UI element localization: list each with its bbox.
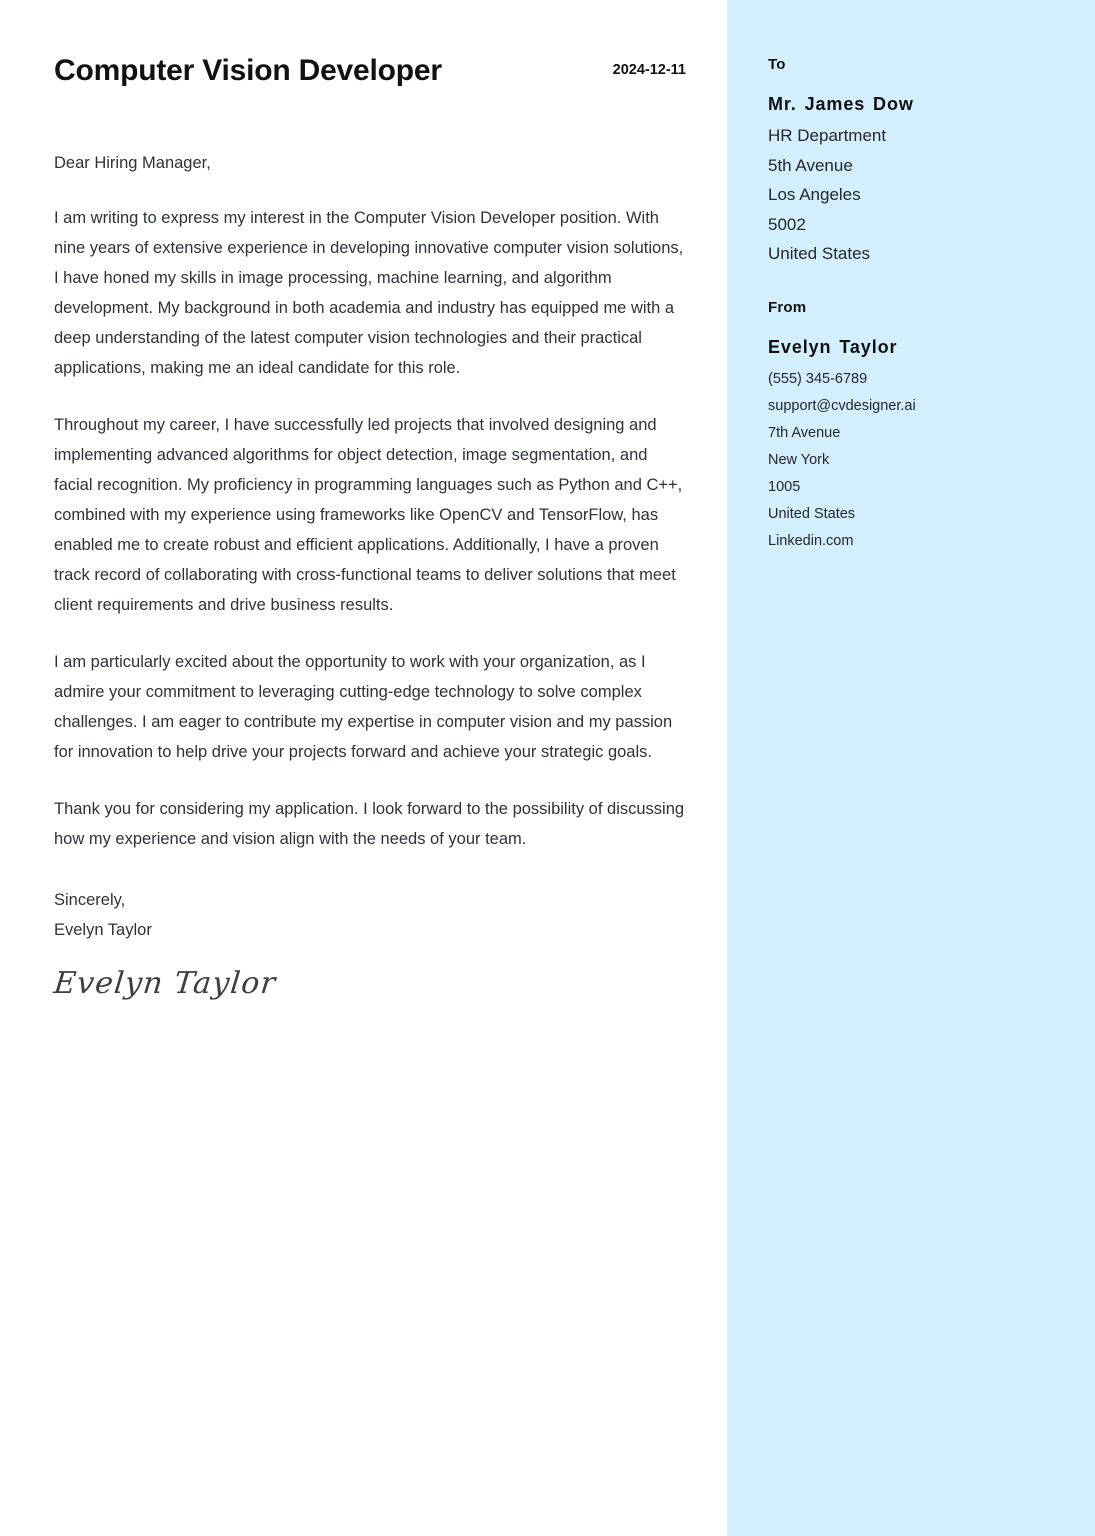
letter-paragraph-2: Throughout my career, I have successfully led projects that involved designing and implementing advanced algorithms for object detection, image segmentation, and facial recognition. My proficiency in programming languages such as Python and C++, combined with my experience using frameworks like OpenCV and TensorFlow, has enabled me to create robust and efficient applications. Additionally, I have a proven track record of collaborating with cross-functional teams to deliver solutions that meet client requirements and drive business results. bbox=[54, 416, 683, 615]
recipient-line: United States bbox=[768, 243, 871, 263]
sender-email[interactable]: support@cvdesigner.ai bbox=[768, 397, 916, 414]
closing-name: Evelyn Taylor bbox=[54, 920, 152, 939]
recipient-name: Mr. James Dow bbox=[768, 94, 914, 114]
sender-line: United States bbox=[768, 506, 856, 523]
recipient-label: To bbox=[768, 56, 786, 73]
recipient-block bbox=[768, 56, 1068, 268]
sender-phone: (555) 345-6789 bbox=[768, 370, 868, 387]
contact-sidebar bbox=[727, 0, 1095, 1536]
sender-line: New York bbox=[768, 451, 830, 468]
recipient-line: Los Angeles bbox=[768, 185, 861, 205]
sender-label: From bbox=[768, 299, 807, 317]
page-title: Computer Vision Developer bbox=[54, 54, 442, 87]
recipient-line: 5th Avenue bbox=[768, 155, 853, 175]
closing-salutation: Sincerely, bbox=[54, 891, 126, 910]
sender-name: Evelyn Taylor bbox=[768, 337, 898, 358]
letter-header bbox=[54, 54, 686, 88]
letter-date: 2024-12-11 bbox=[612, 62, 686, 78]
sender-linkedin[interactable]: Linkedin.com bbox=[768, 533, 854, 550]
letter-paragraph-3: I am particularly excited about the opportunity to work with your organization, as I admire your commitment to leveraging cutting-edge technology to solve complex challenges. I am eager to contribute my expertise in computer vision and my passion for innovation to help drive your projects forward and achieve your strategic goals. bbox=[54, 653, 673, 762]
letter-paragraph-1: I am writing to express my interest in the Computer Vision Developer position. With nine years of extensive experience in developing innovative computer vision solutions, I have honed my skills in image processing, machine learning, and algorithm development. My background in both academia and industry has equipped me with a deep understanding of the latest computer vision technologies and their practical applications, making me an ideal candidate for this role. bbox=[54, 208, 684, 378]
signature-script: Evelyn Taylor bbox=[52, 966, 278, 1001]
sender-block bbox=[768, 299, 1068, 555]
letter-paragraph-4: Thank you for considering my application. I look forward to the possibility of discussing how my experience and vision align with the needs of your team. bbox=[54, 800, 685, 849]
letter-closing bbox=[54, 886, 686, 945]
recipient-line: HR Department bbox=[768, 126, 887, 146]
letter-greeting: Dear Hiring Manager, bbox=[54, 153, 211, 172]
sender-line: 1005 bbox=[768, 479, 801, 496]
sender-line: 7th Avenue bbox=[768, 424, 841, 441]
recipient-line: 5002 bbox=[768, 214, 806, 234]
